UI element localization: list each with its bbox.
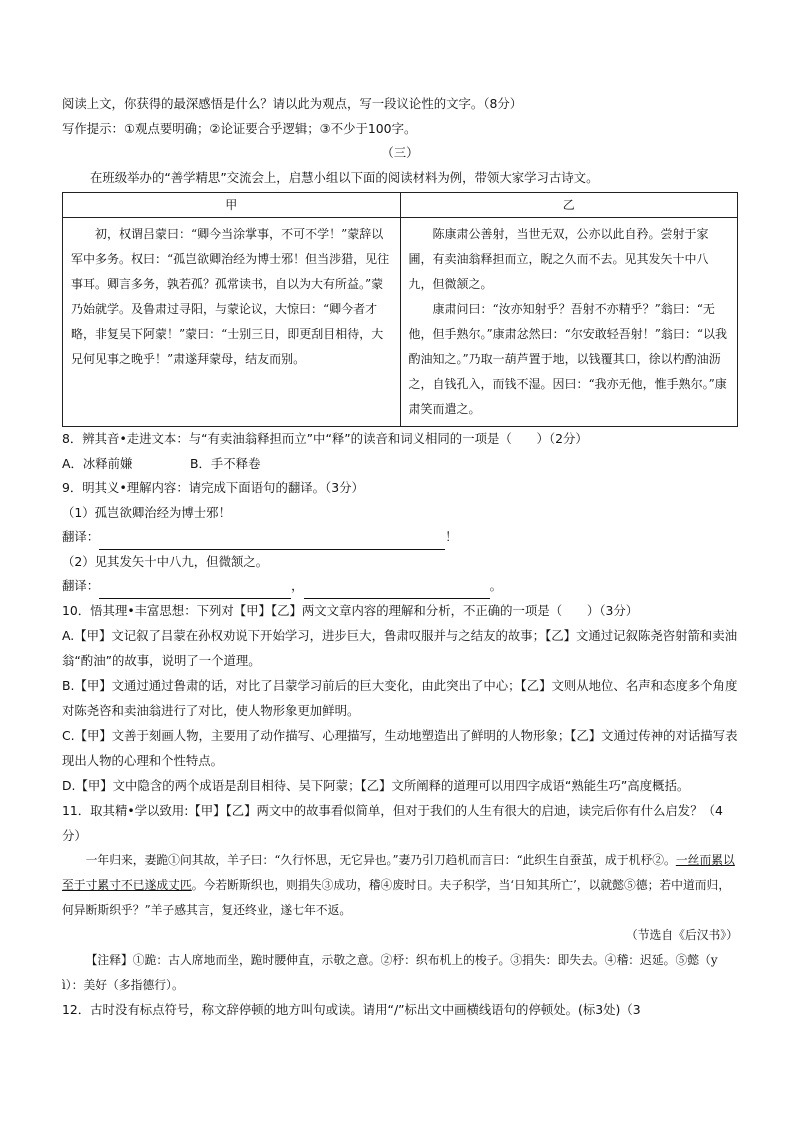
exam-page	[62, 92, 738, 1023]
translation-label: 翻译：	[62, 578, 100, 593]
extra-passage	[62, 848, 738, 923]
reading-materials-table	[62, 192, 738, 427]
question-10-stem: 10．悟其理•丰富思想：下列对【甲】【乙】两文文章内容的理解和分析，不正确的一项是（ ）（3分）	[62, 602, 639, 618]
answer-blank[interactable]	[99, 534, 445, 550]
column-header-jia: 甲	[63, 193, 401, 218]
question-10-option-d[interactable]: D.【甲】文中隐含的两个成语是刮目相待、吴下阿蒙；【乙】文所阐释的道理可以用四字成语“熟能生巧”高度概括。	[62, 778, 690, 793]
passage-part-2: 。今若断斯织也，则捐失③成功，稽④废时日。夫子积学，当‘日知其所亡’，以就懿⑤德；若中道而归，何异断斯织乎？”羊子感其言，复还终业，遂七年不返。	[62, 878, 731, 917]
question-9-item-1: （1）孤岂欲卿治经为博士邪！	[62, 504, 231, 520]
passage-source: （节选自《后汉书》）	[625, 928, 738, 942]
passage-notes: 【注释】①跪：古人席地而坐，跪时腰伸直，示敬之意。②杼：织布机上的梭子。③捐失：即失去。④稽：迟延。⑤懿（yì）：美好（多指德行）。	[62, 953, 718, 992]
question-10-option-c[interactable]: C.【甲】文善于刻画人物，主要用了动作描写、心理描写，生动地塑造出了鲜明的人物形象；【乙】文通过传神的对话描写表现出人物的心理和个性特点。	[62, 728, 738, 768]
question-11-stem: 11．取其精•学以致用:【甲】【乙】两文中的故事看似简单，但对于我们的人生有很大的启迪，读完后你有什么启发？（4分）	[62, 803, 723, 843]
question-10-option-b[interactable]: B.【甲】文通过通过鲁肃的话，对比了吕蒙学习前后的巨大变化，由此突出了中心；【乙】文则从地位、名声和态度多个角度对陈尧咨和卖油翁进行了对比，使人物形象更加鲜明。	[62, 678, 738, 718]
passage-yi-cell	[400, 218, 738, 427]
answer-end-mark: ！	[445, 529, 458, 544]
passage-jia-text: 初，权谓吕蒙曰：“卿今当涂掌事，不可不学！”蒙辞以军中多务。权曰：“孤岂欲卿治经为博士邪！但当涉猎，见往事耳。卿言多务，孰若孤？孤常读书，自以为大有所益。”蒙乃始就学。及鲁肃过寻阳，与蒙论议，大惊曰：“卿今者才略，非复吴下阿蒙！”蒙曰：“士别三日，即更刮目相待，大兄何见事之晚乎！”肃遂拜蒙母，结友而别。	[71, 227, 390, 366]
option-a[interactable]: A．冰释前嫌	[62, 455, 133, 471]
underlined-sentence: 一丝而累以至于寸累寸不已遂成丈匹	[62, 853, 735, 892]
writing-hint: 写作提示：①观点要明确；②论证要合乎逻辑；③不少于100字。	[62, 120, 417, 136]
section-title: （三）	[381, 145, 419, 160]
passage-part-1: 一年归来，妻跪①问其故，羊子曰：“久行怀思，无它异也。”妻乃引刀趋机而言曰：“此织生自蚕茧，成于机杼②。	[85, 853, 676, 867]
question-9-stem: 9．明其义•理解内容：请完成下面语句的翻译。（3分）	[62, 480, 364, 495]
question-9-item-2: （2）见其发矢十中八九，但微颔之。	[62, 553, 269, 569]
question-9-answer-1	[62, 525, 738, 550]
section-intro: 在班级举办的“善学精思”交流会上，启慧小组以下面的阅读材料为例，带领大家学习古诗文。	[90, 169, 599, 185]
question-10-option-a[interactable]: A.【甲】文记叙了吕蒙在孙权劝说下开始学习，进步巨大，鲁肃叹服并与之结友的故事；【乙】文通过记叙陈尧咨射箭和卖油翁“酌油”的故事，说明了一个道理。	[62, 628, 738, 668]
answer-separator: ，	[291, 578, 304, 593]
question-12-stem: 12．古时没有标点符号，称文辞停顿的地方叫句或读。请用“/”标出文中画横线语句的停顿处。(标3处)（3	[62, 1002, 641, 1017]
question-9-answer-2	[62, 574, 738, 599]
answer-blank[interactable]	[99, 583, 291, 599]
question-8-stem: 8．辨其音•走进文本：与“有卖油翁释担而立”中“释”的读音和词义相同的一项是（ ）（2分）	[62, 431, 588, 446]
passage-yi-paragraph-2: 康肃问曰：“汝亦知射乎？吾射不亦精乎？”翁曰：“无他，但手熟尔。”康肃忿然曰：“尔安敢轻吾射！”翁曰：“以我酌油知之。”乃取一葫芦置于地，以钱覆其口，徐以杓酌油沥之，自钱孔入，而钱不湿。因曰：“我亦无他，惟手熟尔。”康肃笑而遣之。	[408, 302, 728, 416]
column-header-yi: 乙	[400, 193, 738, 218]
answer-blank[interactable]	[304, 583, 490, 599]
translation-label: 翻译：	[62, 529, 100, 544]
option-b[interactable]: B．手不释卷	[190, 455, 261, 471]
question-8-options	[62, 452, 738, 477]
passage-yi-paragraph-1: 陈康肃公善射，当世无双，公亦以此自矜。尝射于家圃，有卖油翁释担而立，睨之久而不去。见其发矢十中八九，但微颔之。	[408, 227, 709, 291]
passage-jia-cell	[63, 218, 401, 427]
question-7-prompt: 阅读上文，你获得的最深感悟是什么？请以此为观点，写一段议论性的文字。（8分）	[62, 96, 523, 111]
answer-end-mark: 。	[489, 578, 502, 593]
